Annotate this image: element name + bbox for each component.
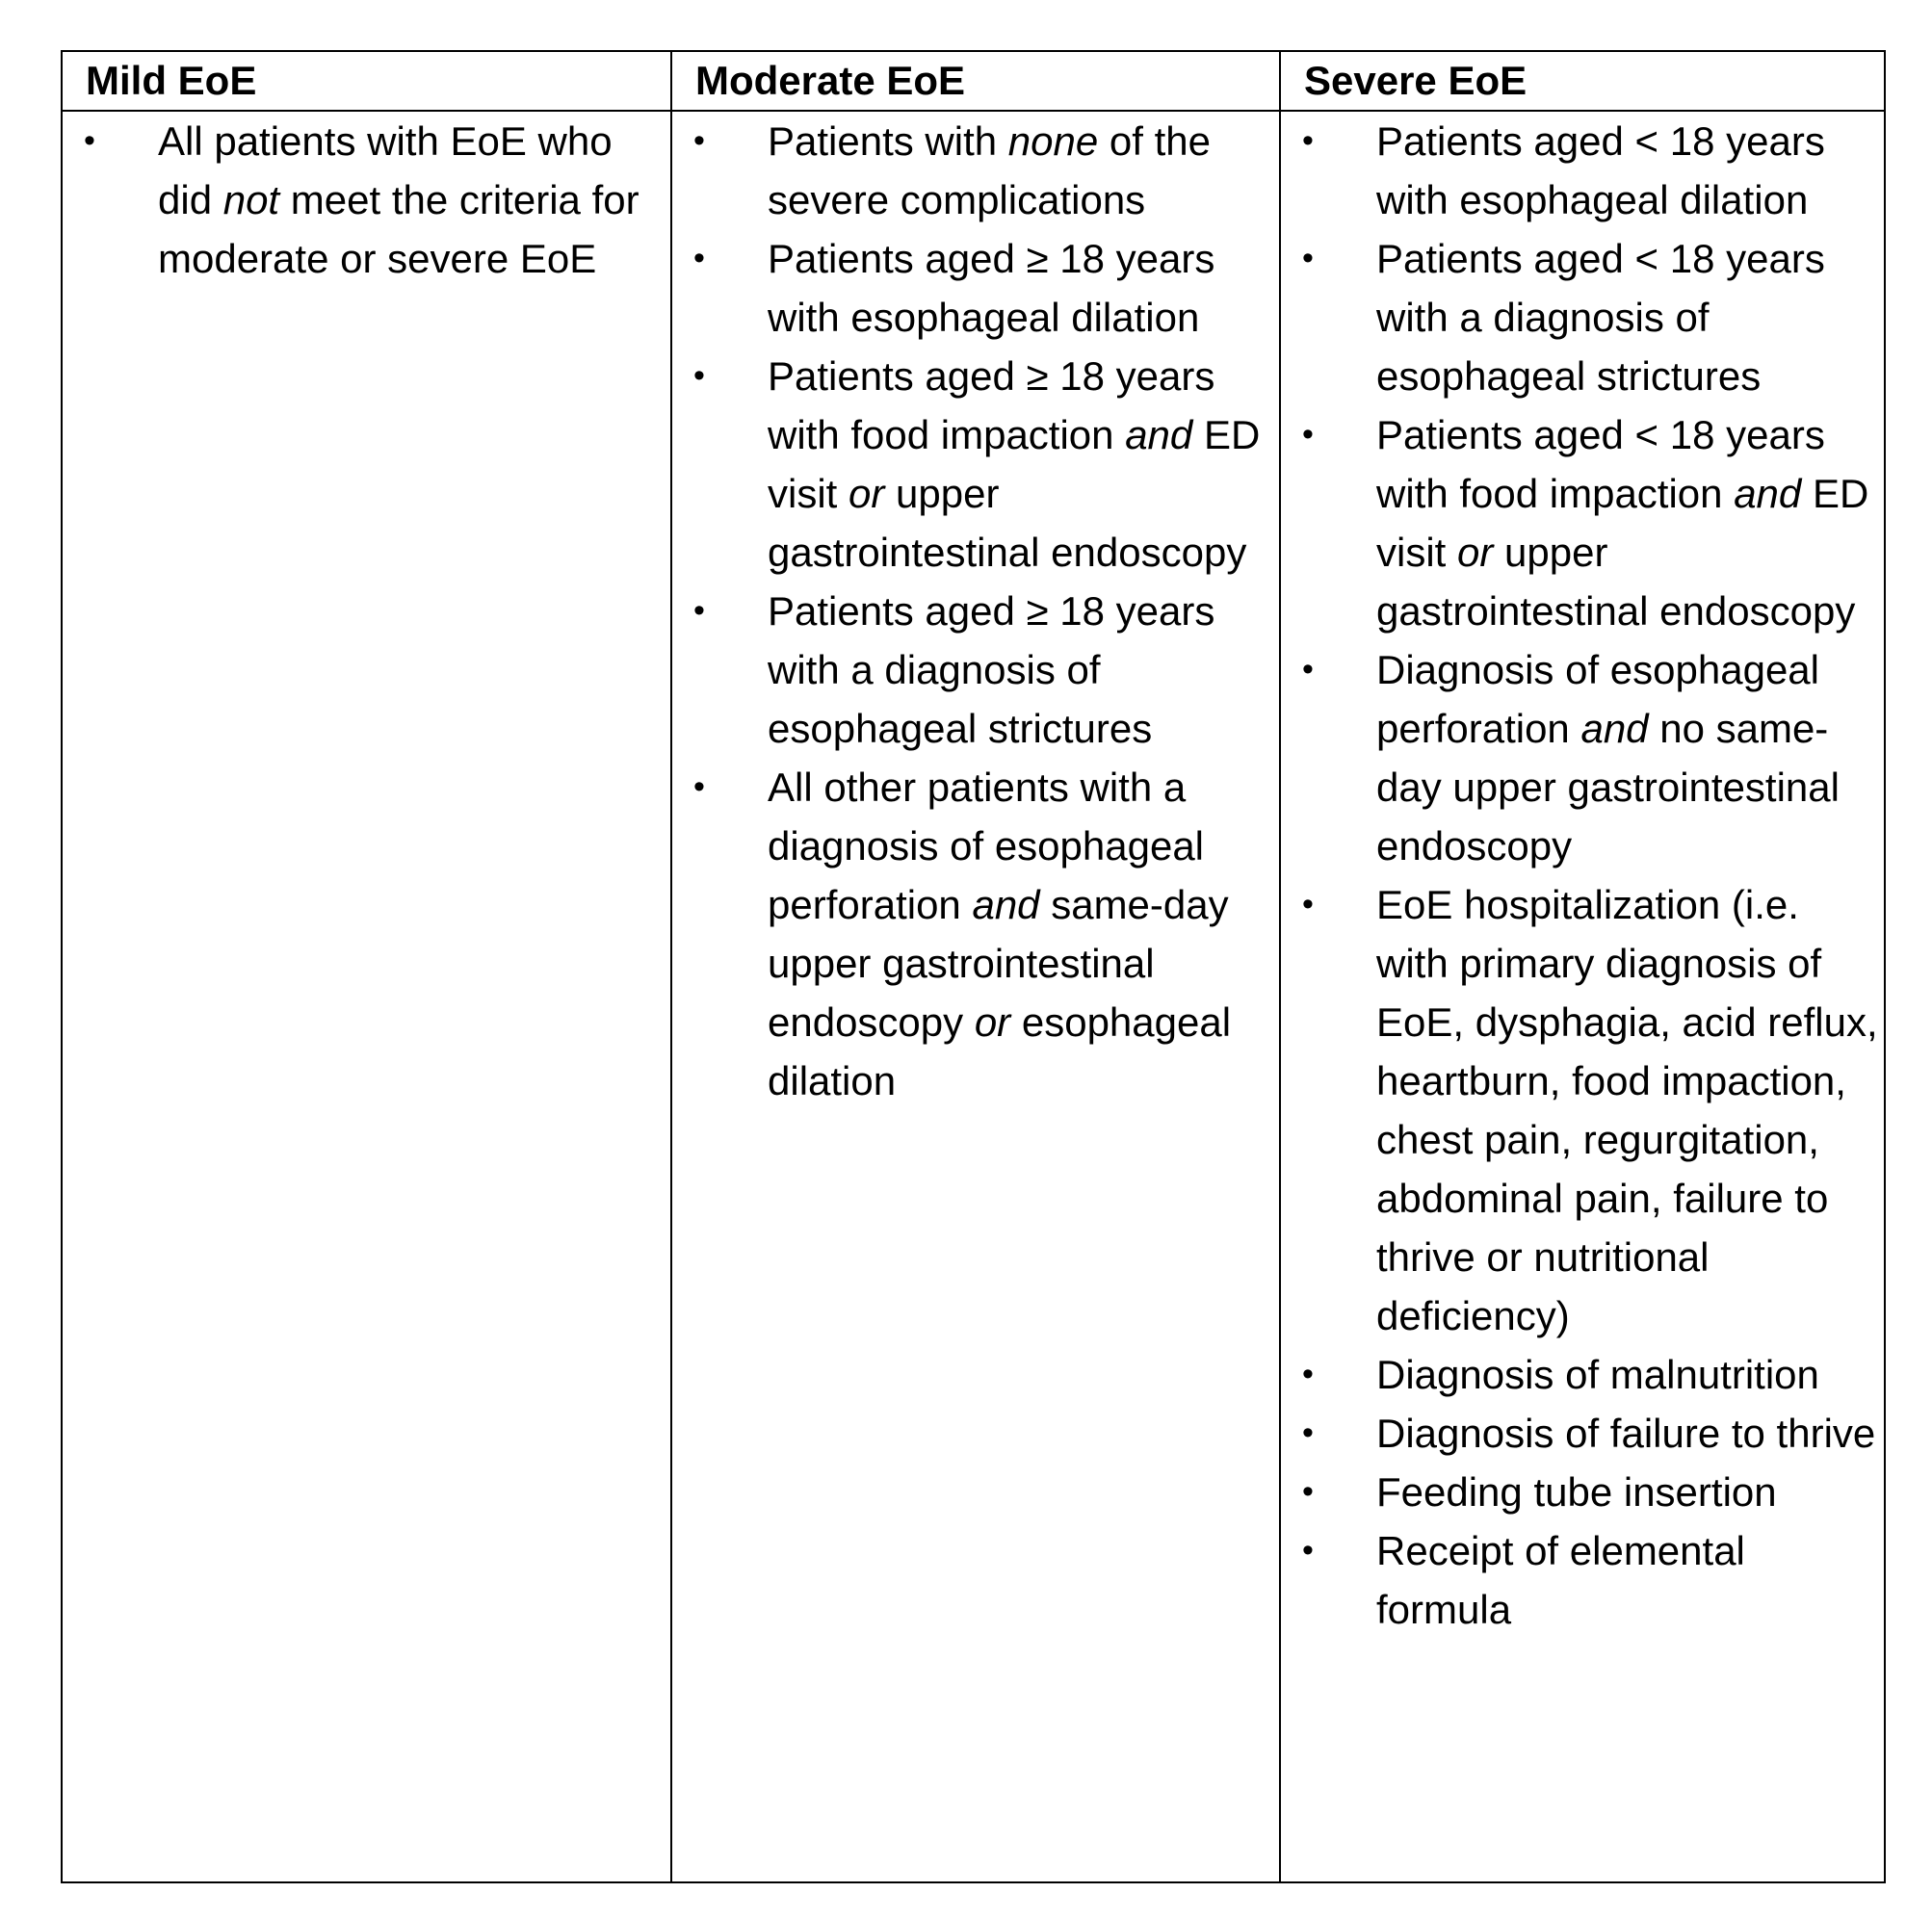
criteria-item (1281, 1463, 1886, 1521)
item-text: Patients aged ≥ 18 years with food impaction (768, 353, 1215, 457)
emphasis-text: and (1125, 412, 1193, 457)
item-text: EoE hospitalization (i.e. with primary diagnosis of EoE, dysphagia, acid reflux, heartburn, food impaction, chest pain, regurgitation, abdominal pain, failure to thrive or nutritional deficiency) (1376, 882, 1878, 1338)
bullet-icon: • (1302, 416, 1314, 453)
item-text: All patients with EoE who did (158, 118, 613, 222)
emphasis-text: and (1580, 706, 1649, 751)
item-text: upper gastrointestinal endoscopy (1376, 530, 1856, 634)
header-moderate-eoe: Moderate EoE (695, 58, 966, 103)
bullet-icon: • (1302, 122, 1314, 159)
item-text: Diagnosis of failure to thrive (1376, 1411, 1876, 1456)
criteria-item (672, 582, 1279, 758)
bullet-icon: • (1302, 1473, 1314, 1510)
bullet-icon: • (693, 240, 705, 276)
criteria-item (1281, 875, 1886, 1345)
item-text: upper gastrointestinal endoscopy (768, 471, 1247, 575)
emphasis-text: or (849, 471, 885, 516)
bullet-icon: • (693, 357, 705, 394)
item-text: Receipt of elemental formula (1376, 1528, 1745, 1632)
criteria-item (672, 112, 1279, 229)
item-text: Patients aged < 18 years with esophageal dilation (1376, 118, 1825, 222)
criteria-item (672, 758, 1279, 1110)
emphasis-text: or (1457, 530, 1494, 575)
emphasis-text: or (974, 999, 1011, 1045)
criteria-item (672, 347, 1279, 582)
cell-moderate-eoe (672, 112, 1279, 1881)
bullet-icon: • (693, 592, 705, 629)
emphasis-text: and (1734, 471, 1802, 516)
bullet-icon: • (1302, 1356, 1314, 1392)
emphasis-text: and (972, 882, 1040, 927)
item-text: same-day upper gastrointestinal endoscopy (768, 882, 1229, 1045)
item-text: of the severe complications (768, 118, 1211, 222)
bullet-icon: • (1302, 1532, 1314, 1569)
mild-eoe-criteria-list (63, 112, 670, 288)
criteria-item (1281, 1521, 1886, 1639)
criteria-item (1281, 405, 1886, 640)
criteria-item (1281, 640, 1886, 875)
severe-eoe-criteria-list (1281, 112, 1886, 1639)
item-text: esophageal dilation (768, 999, 1232, 1103)
bullet-icon: • (1302, 1414, 1314, 1451)
item-text: Patients with (768, 118, 1008, 164)
bullet-icon: • (1302, 240, 1314, 276)
bullet-icon: • (84, 122, 95, 159)
item-text: Diagnosis of esophageal perforation (1376, 647, 1819, 751)
item-text: ED visit (1376, 471, 1869, 575)
item-text: Feeding tube insertion (1376, 1469, 1777, 1515)
criteria-item (1281, 229, 1886, 405)
header-mild-eoe: Mild EoE (86, 58, 257, 103)
bullet-icon: • (1302, 886, 1314, 922)
criteria-item (63, 112, 670, 288)
emphasis-text: none (1007, 118, 1099, 164)
criteria-item (1281, 112, 1886, 229)
eoe-severity-table (61, 50, 1886, 1883)
criteria-item (1281, 1345, 1886, 1404)
item-text: Patients aged < 18 years with a diagnosis of esophageal strictures (1376, 236, 1825, 399)
item-text: ED visit (768, 412, 1261, 516)
criteria-item (672, 229, 1279, 347)
item-text: Patients aged < 18 years with food impaction (1376, 412, 1825, 516)
moderate-eoe-criteria-list (672, 112, 1279, 1110)
bullet-icon: • (1302, 651, 1314, 687)
emphasis-text: not (222, 177, 280, 222)
item-text: Diagnosis of malnutrition (1376, 1352, 1819, 1397)
item-text: meet the criteria for moderate or severe EoE (158, 177, 640, 281)
header-severe-eoe: Severe EoE (1304, 58, 1527, 103)
item-text: All other patients with a diagnosis of esophageal perforation (768, 765, 1205, 927)
item-text: Patients aged ≥ 18 years with esophageal dilation (768, 236, 1215, 340)
bullet-icon: • (693, 768, 705, 805)
cell-severe-eoe (1281, 112, 1886, 1881)
criteria-item (1281, 1404, 1886, 1463)
cell-mild-eoe (63, 112, 670, 1881)
item-text: Patients aged ≥ 18 years with a diagnosis of esophageal strictures (768, 588, 1215, 751)
bullet-icon: • (693, 122, 705, 159)
item-text: no same-day upper gastrointestinal endoscopy (1376, 706, 1840, 869)
